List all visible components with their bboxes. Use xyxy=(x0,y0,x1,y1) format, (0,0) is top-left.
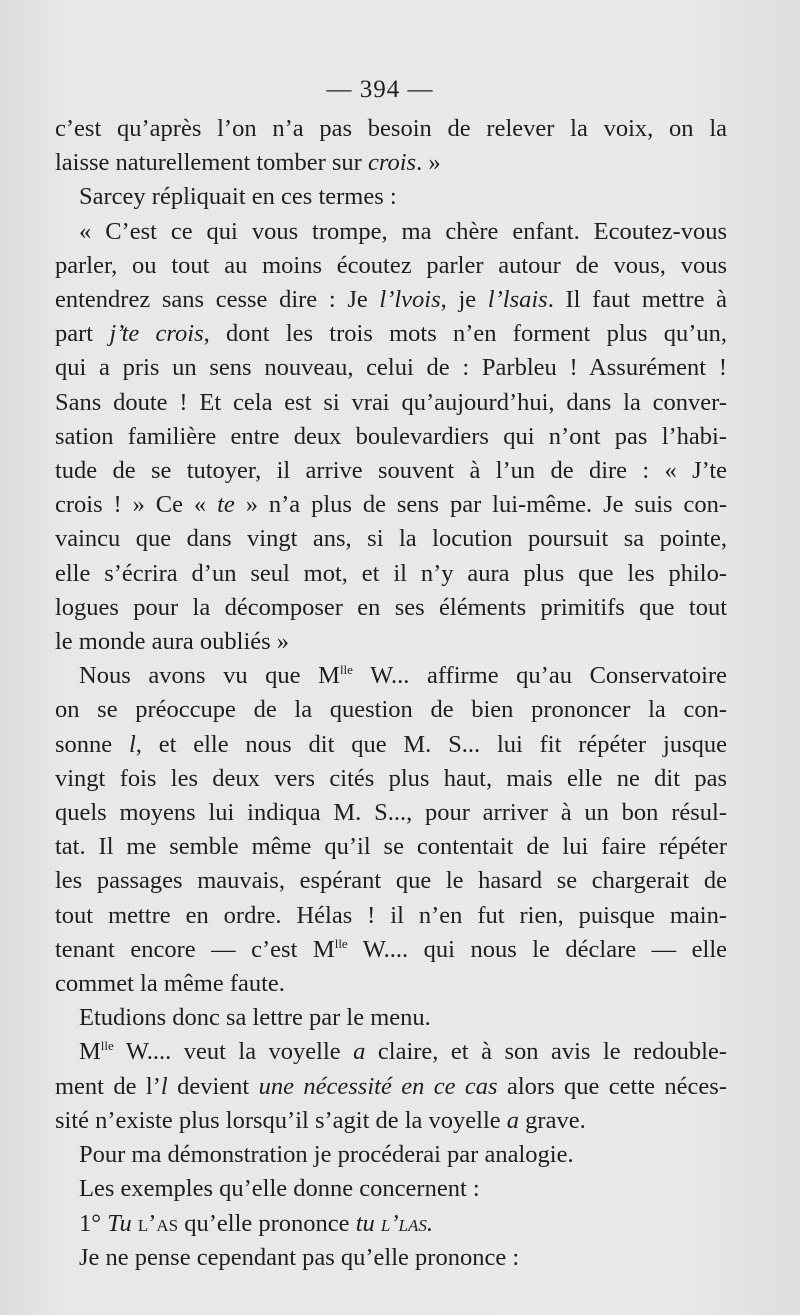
styled-text: l xyxy=(128,730,136,758)
styled-text: crois xyxy=(367,149,417,177)
text-segment: , je xyxy=(440,286,488,314)
text-segment: M xyxy=(79,1038,101,1066)
text-line xyxy=(55,591,727,625)
text-segment: , et elle nous dit que M. S... lui fit répéter jusque xyxy=(135,730,727,758)
text-segment: , dont les trois mots n’en forment plus qu’un, xyxy=(203,320,727,348)
text-segment: devient xyxy=(167,1072,259,1100)
styled-text: a xyxy=(506,1106,520,1134)
text-segment: grave. xyxy=(519,1106,586,1134)
text-segment: 1° xyxy=(79,1209,108,1237)
text-line xyxy=(55,728,727,762)
text-line xyxy=(55,864,727,898)
text-segment: Je ne pense cependant pas qu’elle prononce : xyxy=(79,1243,520,1271)
text-line xyxy=(55,1001,727,1035)
text-line xyxy=(55,1035,727,1069)
text-segment: qui a pris un sens nouveau, celui de : Parbleu ! Assurément ! xyxy=(55,354,727,382)
text-segment: . » xyxy=(416,149,441,177)
text-segment: Pour ma démonstration je procéderai par analogie. xyxy=(79,1141,574,1169)
text-segment: commet la même faute. xyxy=(55,970,285,998)
text-line xyxy=(55,899,727,933)
text-segment: tenant encore — c’est M xyxy=(55,935,335,963)
text-segment: crois ! » Ce « xyxy=(55,491,218,519)
text-segment: les passages mauvais, espérant que le hasard se chargerait de xyxy=(55,867,727,895)
styled-text: une nécessité en ce cas xyxy=(258,1072,498,1100)
text-segment: vingt fois les deux vers cités plus haut, mais elle ne dit pas xyxy=(55,764,727,792)
text-line xyxy=(55,249,727,283)
styled-text: tu xyxy=(355,1209,375,1237)
styled-text: j’te crois xyxy=(109,320,204,348)
text-segment: Etudions donc sa lettre par le menu. xyxy=(79,1004,431,1032)
styled-text: l’las. xyxy=(380,1209,433,1237)
text-segment: « C’est ce qui vous trompe, ma chère enfant. Ecoutez-vous xyxy=(79,217,727,245)
text-segment: sonne xyxy=(55,730,129,758)
styled-text: Tu xyxy=(107,1209,132,1237)
styled-text: te xyxy=(217,491,235,519)
text-line xyxy=(55,762,727,796)
text-segment: alors que cette néces- xyxy=(497,1072,727,1100)
text-segment: claire, et à son avis le redouble- xyxy=(365,1038,727,1066)
text-segment: tude de se tutoyer, il arrive souvent à l’un de dire : « J’te xyxy=(55,457,727,485)
text-segment: entendrez sans cesse dire : Je xyxy=(55,286,380,314)
text-line xyxy=(55,1138,727,1172)
text-segment: tat. Il me semble même qu’il se contentait de lui faire répéter xyxy=(55,833,727,861)
text-line xyxy=(55,967,727,1001)
styled-text: l xyxy=(160,1072,168,1100)
text-segment: ment de l’ xyxy=(55,1072,161,1100)
text-line xyxy=(55,557,727,591)
text-segment: vaincu que dans vingt ans, si la locution poursuit sa pointe, xyxy=(55,525,727,553)
text-segment: qu’elle prononce xyxy=(178,1209,356,1237)
superscript: lle xyxy=(334,935,348,951)
text-line xyxy=(55,659,727,693)
text-line xyxy=(55,112,727,146)
text-segment: W... affirme qu’au Conservatoire xyxy=(352,662,727,690)
text-segment: tout mettre en ordre. Hélas ! il n’en fut rien, puisque main- xyxy=(55,901,727,929)
text-line xyxy=(55,1104,727,1138)
text-line xyxy=(55,283,727,317)
text-line xyxy=(55,830,727,864)
text-segment: » n’a plus de sens par lui-même. Je suis con- xyxy=(234,491,727,519)
text-line xyxy=(55,351,727,385)
text-line xyxy=(55,522,727,556)
text-segment: W.... qui nous le déclare — elle xyxy=(347,935,728,963)
text-segment: part xyxy=(55,320,110,348)
text-segment: c’est qu’après l’on n’a pas besoin de relever la voix, on la xyxy=(55,115,727,142)
text-segment: sité n’existe plus lorsqu’il s’agit de la voyelle xyxy=(55,1106,507,1134)
text-line xyxy=(55,1207,727,1241)
text-line xyxy=(55,1070,727,1104)
text-segment: Les exemples qu’elle donne concernent : xyxy=(79,1175,480,1203)
styled-text: a xyxy=(353,1038,366,1066)
text-segment: Sarcey répliquait en ces termes : xyxy=(79,183,397,211)
text-line xyxy=(55,180,727,214)
text-line xyxy=(55,1241,727,1275)
text-segment: W.... veut la voyelle xyxy=(113,1038,354,1066)
styled-text: l’lsais xyxy=(487,286,548,314)
text-segment: quels moyens lui indiqua M. S..., pour arriver à un bon résul- xyxy=(55,799,727,827)
body-text xyxy=(55,112,727,1275)
superscript: lle xyxy=(339,662,353,678)
text-line xyxy=(55,693,727,727)
text-line xyxy=(55,386,727,420)
superscript: lle xyxy=(100,1038,114,1054)
page-number: — 394 — xyxy=(326,76,434,103)
text-line xyxy=(55,933,727,967)
text-line xyxy=(55,1172,727,1206)
styled-text: l’as xyxy=(137,1209,179,1237)
text-line xyxy=(55,146,727,180)
text-line xyxy=(55,454,727,488)
text-segment: Nous avons vu que M xyxy=(79,662,340,690)
text-line xyxy=(55,488,727,522)
text-line xyxy=(55,625,727,659)
text-segment: parler, ou tout au moins écoutez parler autour de vous, vous xyxy=(55,251,727,279)
text-segment: elle s’écrira d’un seul mot, et il n’y aura plus que les philo- xyxy=(55,559,727,587)
text-segment: on se préoccupe de la question de bien prononcer la con- xyxy=(55,696,727,724)
text-line xyxy=(55,420,727,454)
text-line xyxy=(55,317,727,351)
text-line xyxy=(55,796,727,830)
text-segment: . Il faut mettre à xyxy=(547,286,727,314)
text-segment: le monde aura oubliés » xyxy=(55,628,290,656)
text-segment: laisse naturellement tomber sur xyxy=(55,149,368,177)
text-segment: Sans doute ! Et cela est si vrai qu’aujourd’hui, dans la conver- xyxy=(55,388,727,416)
text-segment: logues pour la décomposer en ses éléments primitifs que tout xyxy=(55,593,727,621)
styled-text: l’lvois xyxy=(379,286,441,314)
text-line xyxy=(55,215,727,249)
text-segment: sation familière entre deux boulevardiers qui n’ont pas l’habi- xyxy=(55,422,727,450)
